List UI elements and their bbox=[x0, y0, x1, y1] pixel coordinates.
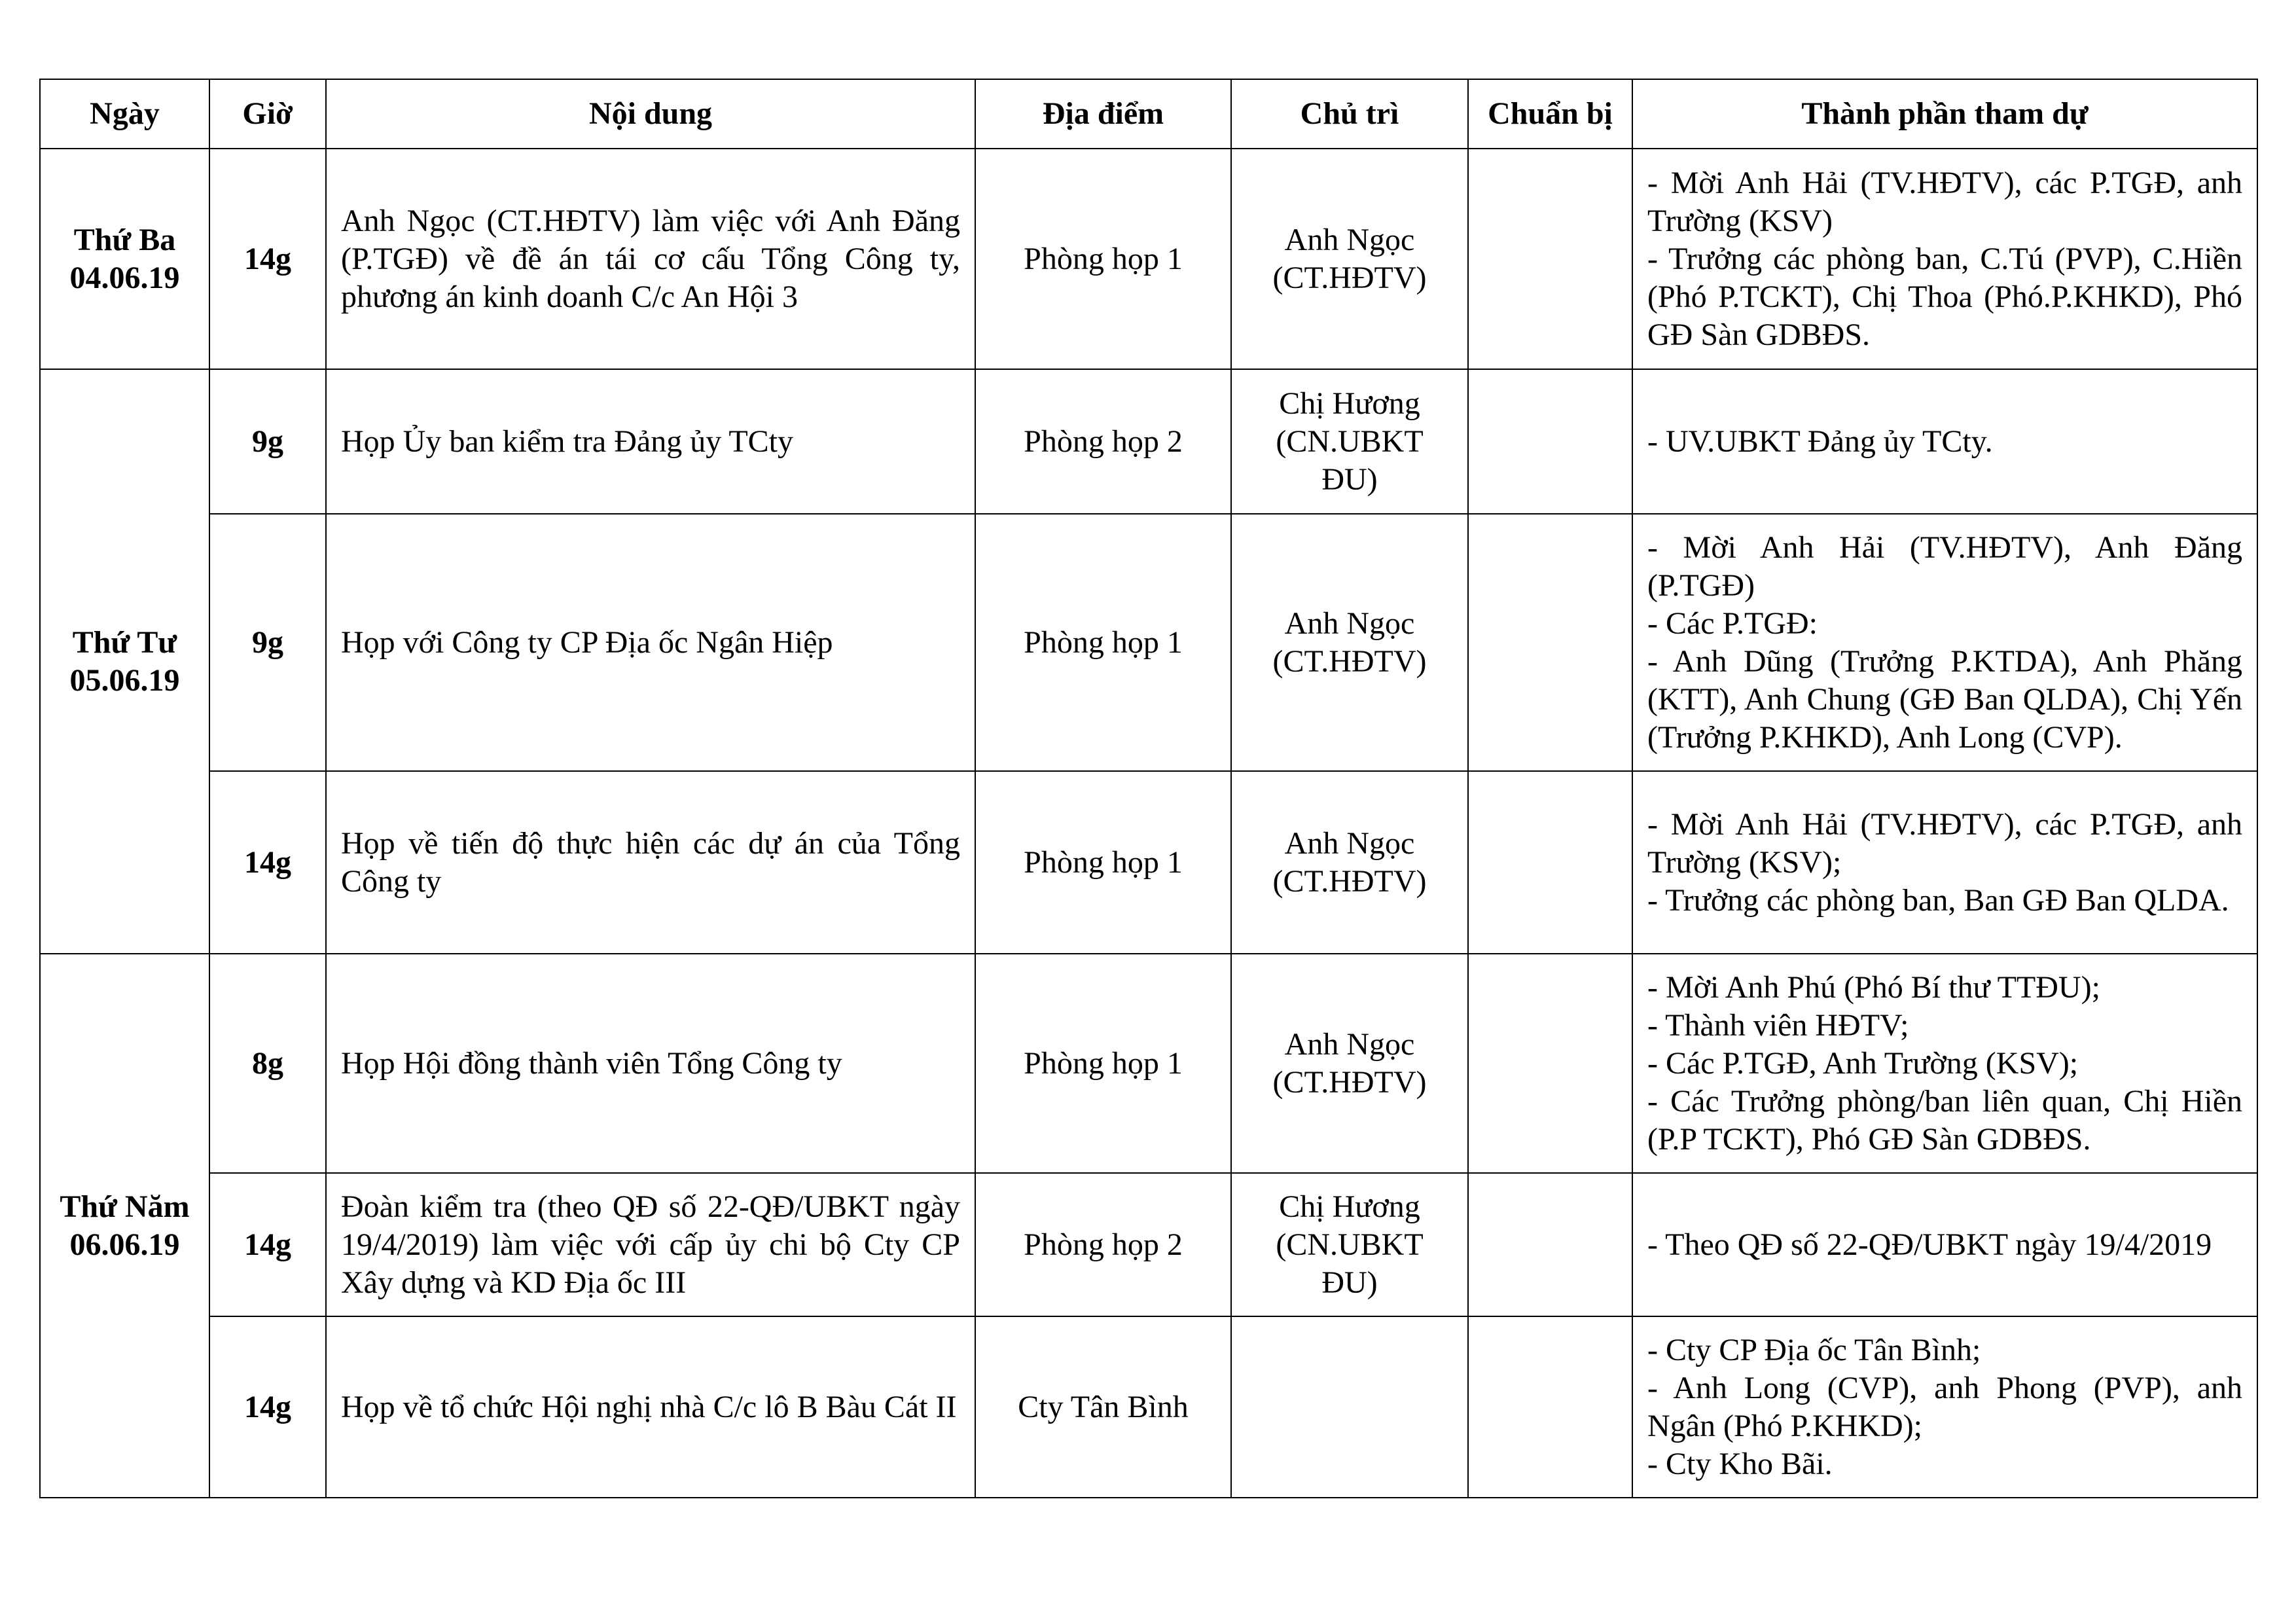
attendee-line: - Các Trưởng phòng/ban liên quan, Chị Hiền (P.P TCKT), Phó GĐ Sàn GDBĐS. bbox=[1647, 1083, 2242, 1157]
place-cell: Phòng họp 2 bbox=[975, 1173, 1231, 1316]
table-row bbox=[40, 369, 2257, 514]
host-cell: Anh Ngọc (CT.HĐTV) bbox=[1231, 149, 1468, 369]
day-date: 05.06.19 bbox=[69, 662, 180, 698]
attendees-cell bbox=[1632, 1173, 2257, 1316]
prep-cell bbox=[1468, 369, 1632, 514]
prep-cell bbox=[1468, 771, 1632, 954]
time-cell: 14g bbox=[209, 149, 326, 369]
attendee-line: - Mời Anh Hải (TV.HĐTV), Anh Đăng (P.TGĐ) bbox=[1647, 530, 2242, 603]
time-cell: 9g bbox=[209, 514, 326, 771]
content-cell: Họp Ủy ban kiểm tra Đảng ủy TCty bbox=[326, 369, 975, 514]
attendee-line: - Mời Anh Hải (TV.HĐTV), các P.TGĐ, anh Trường (KSV) bbox=[1647, 165, 2242, 238]
header-diadiem: Địa điểm bbox=[975, 79, 1231, 149]
attendee-line: - Anh Long (CVP), anh Phong (PVP), anh Ngân (Phó P.KHKD); bbox=[1647, 1370, 2242, 1443]
header-ngay: Ngày bbox=[40, 79, 209, 149]
place-cell: Phòng họp 2 bbox=[975, 369, 1231, 514]
time-cell: 9g bbox=[209, 369, 326, 514]
host-cell: Chị Hương (CN.UBKT ĐU) bbox=[1231, 369, 1468, 514]
attendee-line: - UV.UBKT Đảng ủy TCty. bbox=[1647, 424, 1993, 459]
host-cell: Anh Ngọc (CT.HĐTV) bbox=[1231, 771, 1468, 954]
day-cell bbox=[40, 954, 209, 1498]
table-row bbox=[40, 514, 2257, 771]
prep-cell bbox=[1468, 954, 1632, 1173]
prep-cell bbox=[1468, 1173, 1632, 1316]
attendees-cell bbox=[1632, 514, 2257, 771]
content-cell: Họp Hội đồng thành viên Tổng Công ty bbox=[326, 954, 975, 1173]
attendee-line: - Cty Kho Bãi. bbox=[1647, 1446, 1833, 1481]
host-cell bbox=[1231, 1316, 1468, 1498]
header-row bbox=[40, 79, 2257, 149]
attendees-cell bbox=[1632, 369, 2257, 514]
table-row bbox=[40, 771, 2257, 954]
content-cell: Anh Ngọc (CT.HĐTV) làm việc với Anh Đăng (P.TGĐ) về đề án tái cơ cấu Tổng Công ty, phương án kinh doanh C/c An Hội 3 bbox=[326, 149, 975, 369]
content-cell: Họp về tổ chức Hội nghị nhà C/c lô B Bàu Cát II bbox=[326, 1316, 975, 1498]
content-cell: Họp về tiến độ thực hiện các dự án của Tổng Công ty bbox=[326, 771, 975, 954]
prep-cell bbox=[1468, 149, 1632, 369]
attendee-line: - Theo QĐ số 22-QĐ/UBKT ngày 19/4/2019 bbox=[1647, 1227, 2212, 1262]
attendee-line: - Các P.TGĐ: bbox=[1647, 605, 1818, 641]
day-name: Thứ Ba bbox=[73, 222, 176, 257]
place-cell: Cty Tân Bình bbox=[975, 1316, 1231, 1498]
day-cell bbox=[40, 369, 209, 954]
place-cell: Phòng họp 1 bbox=[975, 514, 1231, 771]
time-cell: 8g bbox=[209, 954, 326, 1173]
time-cell: 14g bbox=[209, 771, 326, 954]
header-noidung: Nội dung bbox=[326, 79, 975, 149]
attendees-cell bbox=[1632, 149, 2257, 369]
day-date: 04.06.19 bbox=[69, 260, 180, 295]
attendee-line: - Anh Dũng (Trưởng P.KTDA), Anh Phăng (KTT), Anh Chung (GĐ Ban QLDA), Chị Yến (Trưởng P.KHKD), Anh Long (CVP). bbox=[1647, 643, 2242, 755]
content-cell: Đoàn kiểm tra (theo QĐ số 22-QĐ/UBKT ngày 19/4/2019) làm việc với cấp ủy chi bộ Cty CP Xây dựng và KD Địa ốc III bbox=[326, 1173, 975, 1316]
host-cell: Anh Ngọc (CT.HĐTV) bbox=[1231, 954, 1468, 1173]
host-cell: Anh Ngọc (CT.HĐTV) bbox=[1231, 514, 1468, 771]
attendee-line: - Mời Anh Phú (Phó Bí thư TTĐU); bbox=[1647, 969, 2100, 1005]
day-date: 06.06.19 bbox=[69, 1227, 180, 1262]
attendee-line: - Mời Anh Hải (TV.HĐTV), các P.TGĐ, anh Trường (KSV); bbox=[1647, 806, 2242, 880]
place-cell: Phòng họp 1 bbox=[975, 954, 1231, 1173]
content-cell: Họp với Công ty CP Địa ốc Ngân Hiệp bbox=[326, 514, 975, 771]
attendee-line: - Các P.TGĐ, Anh Trường (KSV); bbox=[1647, 1045, 2079, 1081]
schedule-table bbox=[39, 79, 2258, 1498]
header-thanhphan: Thành phần tham dự bbox=[1632, 79, 2257, 149]
attendee-line: - Thành viên HĐTV; bbox=[1647, 1007, 1909, 1043]
attendee-line: - Trưởng các phòng ban, C.Tú (PVP), C.Hiền (Phó P.TCKT), Chị Thoa (Phó.P.KHKD), Phó GĐ Sàn GDBĐS. bbox=[1647, 241, 2242, 352]
header-gio: Giờ bbox=[209, 79, 326, 149]
prep-cell bbox=[1468, 514, 1632, 771]
time-cell: 14g bbox=[209, 1316, 326, 1498]
table-row bbox=[40, 954, 2257, 1173]
header-chuanbi: Chuẩn bị bbox=[1468, 79, 1632, 149]
attendees-cell bbox=[1632, 954, 2257, 1173]
host-cell: Chị Hương (CN.UBKT ĐU) bbox=[1231, 1173, 1468, 1316]
day-name: Thứ Tư bbox=[72, 624, 177, 660]
attendees-cell bbox=[1632, 771, 2257, 954]
table-row bbox=[40, 1316, 2257, 1498]
attendee-line: - Trưởng các phòng ban, Ban GĐ Ban QLDA. bbox=[1647, 882, 2229, 918]
place-cell: Phòng họp 1 bbox=[975, 149, 1231, 369]
prep-cell bbox=[1468, 1316, 1632, 1498]
table-row bbox=[40, 149, 2257, 369]
attendees-cell bbox=[1632, 1316, 2257, 1498]
time-cell: 14g bbox=[209, 1173, 326, 1316]
header-chutri: Chủ trì bbox=[1231, 79, 1468, 149]
table-row bbox=[40, 1173, 2257, 1316]
day-cell bbox=[40, 149, 209, 369]
attendee-line: - Cty CP Địa ốc Tân Bình; bbox=[1647, 1332, 1981, 1367]
day-name: Thứ Năm bbox=[60, 1189, 190, 1224]
place-cell: Phòng họp 1 bbox=[975, 771, 1231, 954]
